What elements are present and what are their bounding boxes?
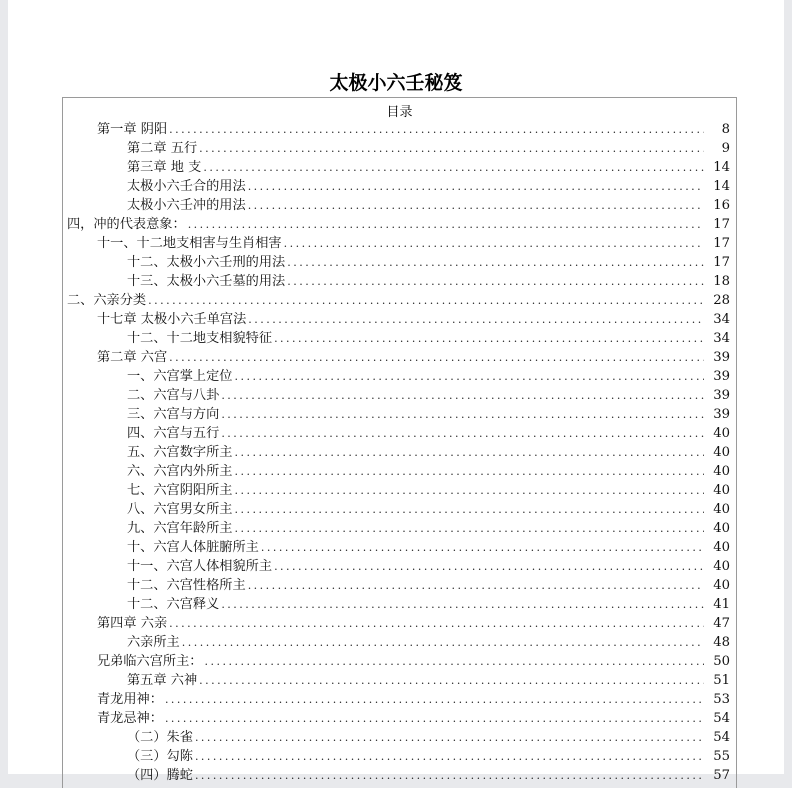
toc-entry-page: 40: [713, 502, 730, 517]
toc-dot-leader: [182, 633, 704, 652]
toc-entry-title: 六、六宫内外所主: [127, 464, 233, 479]
toc-entry[interactable]: [63, 386, 736, 405]
toc-entry-title: 九、六宫年龄所主: [127, 521, 233, 536]
toc-entry[interactable]: [63, 728, 736, 747]
toc-entry-title: 十七章 太极小六壬单宫法: [97, 312, 247, 327]
toc-dot-leader: [165, 690, 704, 709]
toc-entry-title: 一、六宫掌上定位: [127, 369, 233, 384]
toc-entry[interactable]: [63, 367, 736, 386]
toc-dot-leader: [205, 652, 705, 671]
toc-dot-leader: [235, 500, 705, 519]
toc-entry-title: 十三、太极小六壬墓的用法: [127, 274, 286, 289]
toc-entry-page: 48: [713, 635, 730, 650]
toc-dot-leader: [165, 709, 704, 728]
toc-entry-page: 18: [713, 274, 730, 289]
toc-entry-page: 28: [713, 293, 730, 308]
toc-entry[interactable]: [63, 215, 736, 234]
toc-entry-page: 17: [713, 217, 730, 232]
toc-entry-page: 54: [713, 711, 730, 726]
toc-dot-leader: [199, 671, 704, 690]
toc-entry-title: 十、六宫人体脏腑所主: [127, 540, 259, 555]
toc-dot-leader: [274, 557, 704, 576]
toc-entry[interactable]: [63, 272, 736, 291]
toc-entry-page: 16: [713, 198, 730, 213]
toc-entry-page: 9: [721, 141, 730, 156]
toc-entry-title: 第五章 六神: [127, 673, 198, 688]
toc-entry[interactable]: [63, 462, 736, 481]
toc-dot-leader: [221, 405, 704, 424]
toc-entry[interactable]: [63, 519, 736, 538]
toc-entry[interactable]: [63, 690, 736, 709]
toc-entry-title: 青龙用神：: [97, 692, 163, 707]
toc-entry-title: 十二、六宫性格所主: [127, 578, 246, 593]
toc-entry-page: 14: [713, 179, 730, 194]
toc-entry[interactable]: [63, 557, 736, 576]
toc-entry[interactable]: [63, 177, 736, 196]
toc-dot-leader: [221, 424, 704, 443]
toc-entry[interactable]: [63, 614, 736, 633]
toc-entry-page: 40: [713, 559, 730, 574]
toc-entry-page: 39: [713, 388, 730, 403]
toc-entry-title: 十二、六宫释义: [127, 597, 220, 612]
toc-entry-title: 四、六宫与五行: [127, 426, 220, 441]
toc-entry-page: 34: [713, 331, 730, 346]
toc-entry-page: 40: [713, 540, 730, 555]
toc-entry-page: 17: [713, 236, 730, 251]
toc-dot-leader: [195, 728, 704, 747]
toc-dot-leader: [287, 272, 704, 291]
toc-entry[interactable]: [63, 139, 736, 158]
toc-entry-title: 二、六宫与八卦: [127, 388, 220, 403]
toc-entry[interactable]: [63, 500, 736, 519]
toc-dot-leader: [235, 462, 705, 481]
toc-entry[interactable]: [63, 253, 736, 272]
toc-entry[interactable]: [63, 709, 736, 728]
toc-dot-leader: [169, 120, 704, 139]
toc-dot-leader: [203, 158, 704, 177]
toc-dot-leader: [169, 348, 704, 367]
toc-entry-title: 五、六宫数字所主: [127, 445, 233, 460]
toc-entry-title: 第二章 六宫: [97, 350, 168, 365]
toc-entry[interactable]: [63, 310, 736, 329]
toc-entry-page: 47: [713, 616, 730, 631]
toc-dot-leader: [248, 576, 704, 595]
toc-dot-leader: [188, 215, 704, 234]
toc-dot-leader: [148, 291, 704, 310]
toc-entry[interactable]: [63, 595, 736, 614]
toc-entry[interactable]: [63, 196, 736, 215]
toc-entry-title: （四）腾蛇: [127, 768, 193, 783]
toc-dot-leader: [235, 481, 705, 500]
toc-entry-title: 四，冲的代表意象：: [67, 217, 186, 232]
toc-dot-leader: [274, 329, 704, 348]
document-page: [8, 0, 784, 783]
toc-entry[interactable]: [63, 405, 736, 424]
toc-entry-page: 40: [713, 521, 730, 536]
toc-entry[interactable]: [63, 538, 736, 557]
toc-entry[interactable]: [63, 652, 736, 671]
toc-entry-title: 青龙忌神：: [97, 711, 163, 726]
toc-entry[interactable]: [63, 234, 736, 253]
toc-entry[interactable]: [63, 158, 736, 177]
toc-entry[interactable]: [63, 443, 736, 462]
toc-entry-page: 39: [713, 369, 730, 384]
toc-box: [62, 97, 737, 788]
toc-entry-page: 40: [713, 445, 730, 460]
toc-entry[interactable]: [63, 747, 736, 766]
toc-entry[interactable]: [63, 424, 736, 443]
toc-entry-title: 兄弟临六宫所主：: [97, 654, 203, 669]
toc-dot-leader: [287, 253, 704, 272]
toc-entry-page: 17: [713, 255, 730, 270]
toc-entry-page: 50: [713, 654, 730, 669]
toc-dot-leader: [235, 367, 705, 386]
toc-dot-leader: [235, 443, 705, 462]
toc-entry-title: 八、六宫男女所主: [127, 502, 233, 517]
toc-entry[interactable]: [63, 120, 736, 139]
toc-entry-page: 41: [713, 597, 730, 612]
toc-dot-leader: [221, 595, 704, 614]
toc-entry-page: 39: [713, 407, 730, 422]
toc-entry-title: 十一、十二地支相害与生肖相害: [97, 236, 282, 251]
toc-dot-leader: [221, 386, 704, 405]
toc-entry-page: 40: [713, 483, 730, 498]
toc-entry-page: 34: [713, 312, 730, 327]
toc-entry[interactable]: [63, 633, 736, 652]
toc-entry-title: 二、六亲分类: [67, 293, 147, 308]
toc-heading: 目录: [386, 105, 413, 120]
toc-entry-title: 太极小六壬冲的用法: [127, 198, 246, 213]
toc-entry[interactable]: [63, 671, 736, 690]
toc-dot-leader: [195, 747, 704, 766]
toc-entry-title: 七、六宫阴阳所主: [127, 483, 233, 498]
toc-list: [63, 120, 736, 785]
toc-entry-title: 第一章 阴阳: [97, 122, 168, 137]
toc-entry-page: 40: [713, 464, 730, 479]
toc-dot-leader: [195, 766, 704, 785]
toc-entry-page: 54: [713, 730, 730, 745]
toc-entry-title: 十二、太极小六壬刑的用法: [127, 255, 286, 270]
toc-entry-title: 第四章 六亲: [97, 616, 168, 631]
toc-entry-page: 39: [713, 350, 730, 365]
toc-dot-leader: [235, 519, 705, 538]
toc-entry-title: 六亲所主: [127, 635, 180, 650]
toc-dot-leader: [284, 234, 704, 253]
toc-entry[interactable]: [63, 329, 736, 348]
toc-entry-page: 40: [713, 578, 730, 593]
toc-entry-title: （三）勾陈: [127, 749, 193, 764]
toc-entry-title: 十二、十二地支相貌特征: [127, 331, 273, 346]
toc-entry-page: 14: [713, 160, 730, 175]
toc-entry[interactable]: [63, 291, 736, 310]
toc-entry-title: （二）朱雀: [127, 730, 193, 745]
document-title: 太极小六壬秘笈: [329, 72, 463, 94]
toc-dot-leader: [248, 177, 704, 196]
toc-entry[interactable]: [63, 766, 736, 785]
toc-entry[interactable]: [63, 576, 736, 595]
toc-entry-page: 40: [713, 426, 730, 441]
toc-entry[interactable]: [63, 348, 736, 367]
toc-entry-title: 太极小六壬合的用法: [127, 179, 246, 194]
toc-dot-leader: [199, 139, 704, 158]
toc-dot-leader: [261, 538, 704, 557]
toc-dot-leader: [169, 614, 704, 633]
toc-entry-page: 57: [713, 768, 730, 783]
toc-entry-page: 53: [713, 692, 730, 707]
toc-entry-page: 55: [713, 749, 730, 764]
toc-entry-title: 十一、六宫人体相貌所主: [127, 559, 273, 574]
toc-entry-title: 第二章 五行: [127, 141, 198, 156]
toc-entry-title: 三、六宫与方向: [127, 407, 220, 422]
toc-entry-title: 第三章 地 支: [127, 160, 202, 175]
toc-dot-leader: [248, 196, 704, 215]
toc-entry[interactable]: [63, 481, 736, 500]
toc-entry-page: 51: [713, 673, 730, 688]
toc-dot-leader: [248, 310, 704, 329]
toc-entry-page: 8: [721, 122, 730, 137]
